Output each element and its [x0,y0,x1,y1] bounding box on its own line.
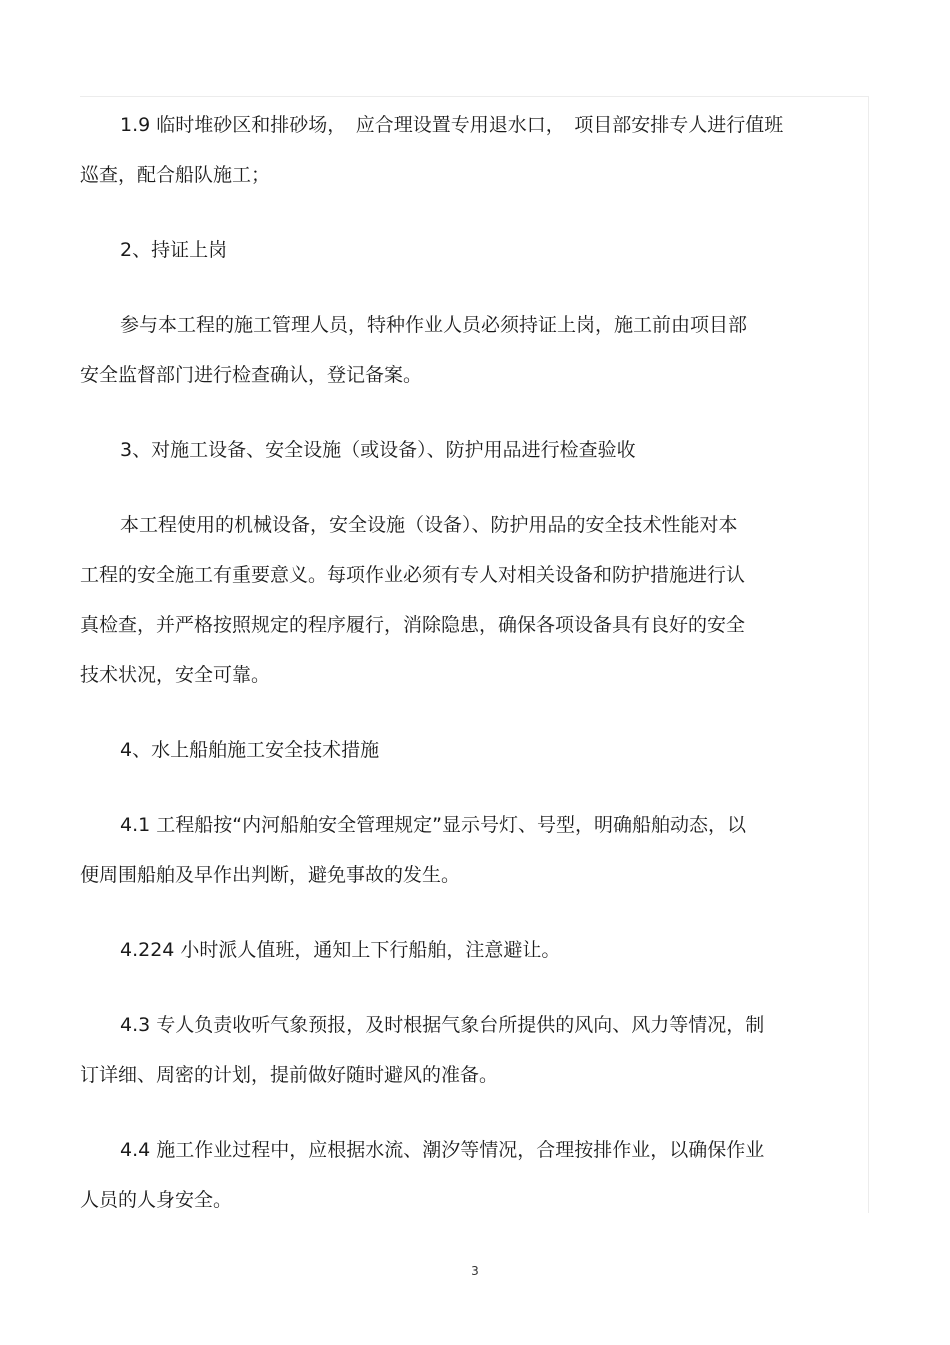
paragraph-4-3 [80,1000,860,1100]
paragraph-1-9 [80,100,860,200]
heading-3 [80,425,860,475]
heading-2 [80,225,860,275]
paragraph-line: 参与本工程的施工管理人员，特种作业人员必须持证上岗，施工前由项目部 [120,314,748,336]
paragraph-line: 人员的人身安全。 [80,1189,233,1211]
paragraph-line: 工程的安全施工有重要意义。每项作业必须有专人对相关设备和防护措施进行认 [80,564,746,586]
paragraph-4-2 [80,925,860,975]
paragraph-line: 巡查，配合船队施工； [80,164,271,186]
paragraph-line: 安全监督部门进行检查确认，登记备案。 [80,364,423,386]
document-body [80,100,860,1225]
paragraph-line: 1.9 临时堆砂区和排砂场， 应合理设置专用退水口， 项目部安排专人进行值班 [120,114,784,136]
paragraph-line: 真检查，并严格按照规定的程序履行，消除隐患，确保各项设备具有良好的安全 [80,614,746,636]
paragraph-equipment [80,500,860,700]
paragraph-line: 本工程使用的机械设备，安全设施（设备）、防护用品的安全技术性能对本 [120,514,738,536]
heading-text: 4、水上船舶施工安全技术措施 [120,739,380,761]
paragraph-line: 便周围船舶及早作出判断，避免事故的发生。 [80,864,461,886]
heading-4 [80,725,860,775]
paragraph-4-4 [80,1125,860,1225]
paragraph-line: 4.224 小时派人值班，通知上下行船舶，注意避让。 [120,939,561,961]
paragraph-line: 4.4 施工作业过程中，应根据水流、潮汐等情况，合理按排作业，以确保作业 [120,1139,765,1161]
paragraph-line: 4.3 专人负责收听气象预报，及时根据气象台所提供的风向、风力等情况，制 [120,1014,765,1036]
paragraph-line: 技术状况，安全可靠。 [80,664,271,686]
page-number: 3 [471,1264,479,1278]
paragraph-4-1 [80,800,860,900]
paragraph-certification [80,300,860,400]
heading-text: 3、对施工设备、安全设施（或设备）、防护用品进行检查验收 [120,439,636,461]
paragraph-line: 订详细、周密的计划，提前做好随时避风的准备。 [80,1064,499,1086]
heading-text: 2、持证上岗 [120,239,228,261]
paragraph-line: 4.1 工程船按“内河船舶安全管理规定”显示号灯、号型，明确船舶动态，以 [120,814,746,836]
